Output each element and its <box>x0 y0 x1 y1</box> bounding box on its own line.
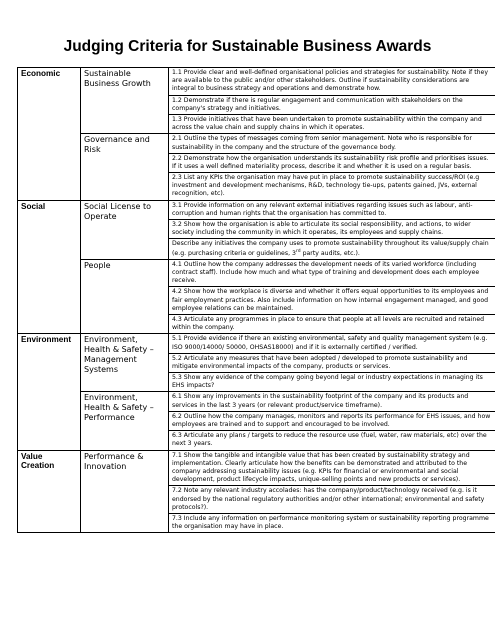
criterion-6-1: 6.1 Show any improvements in the sustainability footprint of the company and its products and services in the last 3 years (or relevant product/service timeframe). <box>169 392 495 411</box>
subcategory-governance: Governance and Risk <box>81 134 169 200</box>
criterion-3-2: 3.2 Show how the organisation is able to articulate its social responsibility, and actions, to wider society including the community in which it operates, its employees and supply chains. <box>169 220 495 239</box>
criterion-7-2: 7.2 Note any relevant industry accolades: has the company/product/technology received (e.g. is it endorsed by the national regulatory authorities and/or other international; environmental and safety protocols?). <box>169 486 495 514</box>
subcategory-performance-innovation: Performance & Innovation <box>81 450 169 533</box>
criterion-4-3: 4.3 Articulate any programmes in place to ensure that people at all levels are recruited and retained within the company. <box>169 314 495 333</box>
criterion-7-3: 7.3 Include any information on performance monitoring system or sustainability reporting programme the organisation may have in place. <box>169 513 495 532</box>
subcategory-social-license: Social License to Operate <box>81 200 169 259</box>
criterion-3-3-text-end: party audits, etc.). <box>300 249 360 257</box>
criterion-1-3: 1.3 Provide initiatives that have been undertaken to promote sustainability within the company and across the value chain and supply chains in which it operates. <box>169 114 495 133</box>
table-row <box>18 134 495 153</box>
criterion-2-3: 2.3 List any KPIs the organisation may have put in place to promote sustainability success/ROI (e.g investment and development mechanisms, R&D, technology tie-ups, patents gained, JVs, external recognition, etc). <box>169 173 495 201</box>
subcategory-sustainable-growth: Sustainable Business Growth <box>81 68 169 134</box>
table-row <box>18 200 495 219</box>
criterion-2-1: 2.1 Outline the types of messages coming from senior management. Note who is responsible for sustainability in the company and the structure of the governance body. <box>169 134 495 153</box>
criteria-table <box>17 67 495 533</box>
table-row <box>18 259 495 287</box>
criterion-4-2: 4.2 Show how the workplace is diverse and whether it offers equal opportunities to its employees and fair employment practices. Also include information on how internal engagement managed, and good employee relations can be maintained. <box>169 287 495 315</box>
table-row <box>18 450 495 486</box>
criterion-7-1: 7.1 Show the tangible and intangible value that has been created by sustainability strategy and implementation. Clearly articulate how the benefits can be demonstrated and attributed to the company addressing sustainability issues (e.g. KPIs for financial or environmental and social development, product lifecycle impacts, unique-selling points and new products or services). <box>169 450 495 486</box>
table-row <box>18 334 495 353</box>
criterion-6-3: 6.3 Articulate any plans / targets to reduce the resource use (fuel, water, raw materials, etc) over the next 3 years. <box>169 431 495 450</box>
criterion-5-1: 5.1 Provide evidence if there an existing environmental, safety and quality management system (e.g. ISO 9000/14000/ 50000, OHSAS18000) and if it is externally certified / verified. <box>169 334 495 353</box>
criterion-5-3: 5.3 Show any evidence of the company going beyond legal or industry expectations in managing its EHS impacts? <box>169 373 495 392</box>
criterion-1-2: 1.2 Demonstrate if there is regular engagement and communication with stakeholders on the company's strategy and initiatives. <box>169 95 495 114</box>
criterion-2-2: 2.2 Demonstrate how the organisation understands its sustainability risk profile and prioritises issues. If it uses a well defined materiality process, describe it and whether it is used on a regular basis. <box>169 153 495 172</box>
table-row <box>18 392 495 411</box>
criterion-3-1: 3.1 Provide information on any relevant external initiatives regarding issues such as labour, anti-corruption and human rights that the organisation has committed to. <box>169 200 495 219</box>
category-social: Social <box>18 200 81 334</box>
category-economic: Economic <box>18 68 81 201</box>
category-value-creation: Value Creation <box>18 450 81 533</box>
criterion-5-2: 5.2 Articulate any measures that have been adopted / developed to promote sustainability and mitigate environmental impacts of the company, products or services. <box>169 353 495 372</box>
subcategory-ehs-management: Environment, Health & Safety – Management Systems <box>81 334 169 392</box>
ordinal-suffix: rd <box>295 248 301 254</box>
document-title: Judging Criteria for Sustainable Business Awards <box>63 38 432 55</box>
table-row <box>18 68 495 96</box>
subcategory-people: People <box>81 259 169 334</box>
criterion-3-3 <box>169 239 495 259</box>
criterion-3-3-text: Describe any initiatives the company uses to promote sustainability throughout its value/supply chain (e.g. purchasing criteria or guidelines, 3 <box>172 240 489 257</box>
criterion-6-2: 6.2 Outline how the company manages, monitors and reports its performance for EHS issues, and how employees are trained and to support and encouraged to be involved. <box>169 411 495 430</box>
category-environment: Environment <box>18 334 81 450</box>
subcategory-ehs-performance: Environment, Health & Safety – Performance <box>81 392 169 450</box>
criterion-1-1: 1.1 Provide clear and well-defined organisational policies and strategies for sustainability. Note if they are available to the public and/or other stakeholders. Outline if sustainability considerations are integral to business strategy and operations and demonstrate how. <box>169 68 495 96</box>
criterion-4-1: 4.1 Outline how the company addresses the development needs of its varied workforce (including contract staff). Include how much and what type of training and development does each employee receive. <box>169 259 495 287</box>
